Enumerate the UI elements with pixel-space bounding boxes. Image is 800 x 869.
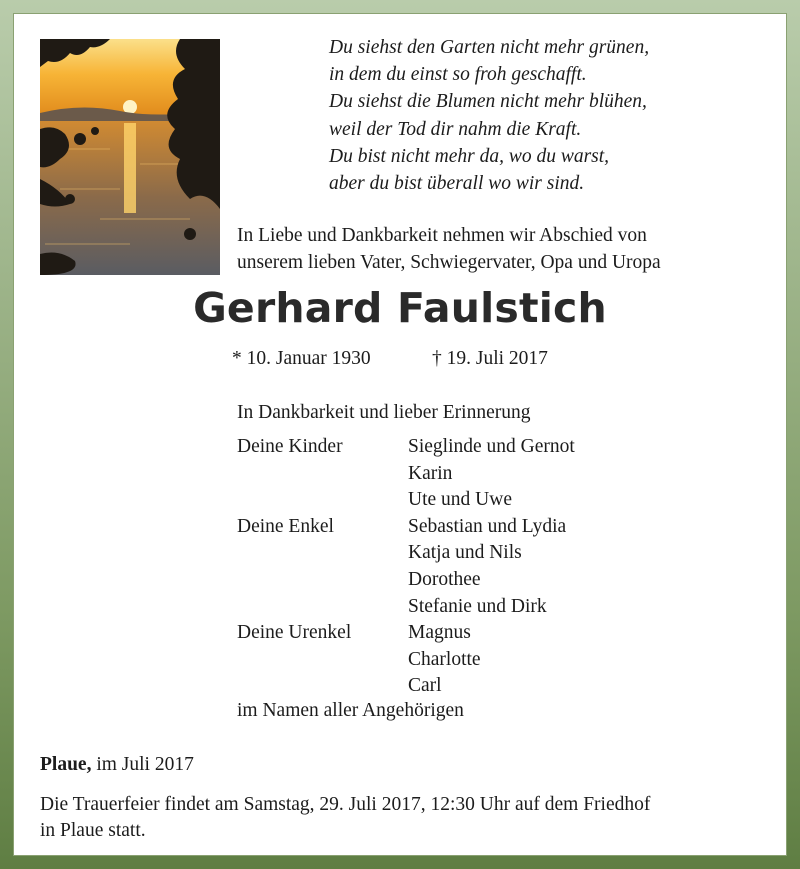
- deceased-name: Gerhard Faulstich: [193, 284, 607, 332]
- intro-line: unserem lieben Vater, Schwiegervater, Opa und Uropa: [237, 252, 661, 273]
- ceremony-line: in Plaue statt.: [40, 820, 146, 841]
- family-row: [237, 487, 757, 514]
- family-names: Dorothee: [408, 568, 481, 590]
- family-row: [237, 647, 757, 674]
- family-row: [237, 514, 757, 541]
- family-names: Magnus: [408, 622, 471, 644]
- farewell-intro: [237, 222, 777, 276]
- closing-line: In Dankbarkeit und lieber Erinnerung: [237, 402, 531, 423]
- poem-line: weil der Tod dir nahm die Kraft.: [329, 118, 582, 140]
- poem-line: Du siehst die Blumen nicht mehr blühen,: [329, 91, 647, 113]
- intro-line: In Liebe und Dankbarkeit nehmen wir Abschied von: [237, 225, 647, 246]
- family-names: Katja und Nils: [408, 542, 522, 564]
- behalf-line: im Namen aller Angehörigen: [237, 700, 464, 721]
- family-relation: Deine Kinder: [237, 436, 343, 457]
- ceremony-notice: [40, 792, 770, 844]
- place-date: [40, 754, 194, 776]
- family-names: Stefanie und Dirk: [408, 595, 547, 617]
- family-row: [237, 673, 757, 700]
- ceremony-line: Die Trauerfeier findet am Samstag, 29. Juli 2017, 12:30 Uhr auf dem Friedhof: [40, 794, 651, 815]
- obituary-card: [14, 14, 786, 855]
- family-row: [237, 620, 757, 647]
- family-names: Carl: [408, 675, 442, 697]
- birth-date: * 10. Januar 1930: [232, 348, 371, 369]
- poem-line: aber du bist überall wo wir sind.: [329, 173, 585, 195]
- family-row: [237, 434, 757, 461]
- family-names: Ute und Uwe: [408, 489, 512, 511]
- place-city: Plaue,: [40, 754, 92, 775]
- family-names: Sieglinde und Gernot: [408, 436, 575, 457]
- sunset-lake-photo: [40, 39, 220, 275]
- poem-line: in dem du einst so froh geschafft.: [329, 64, 587, 86]
- death-date: † 19. Juli 2017: [432, 348, 548, 369]
- family-names: Karin: [408, 462, 453, 484]
- poem-line: Du siehst den Garten nicht mehr grünen,: [329, 37, 650, 58]
- place-month: im Juli 2017: [96, 754, 194, 775]
- poem: [329, 34, 769, 197]
- poem-line: Du bist nicht mehr da, wo du warst,: [329, 145, 610, 167]
- life-dates: [232, 348, 548, 370]
- family-relation: Deine Enkel: [237, 515, 334, 537]
- family-names: Charlotte: [408, 648, 481, 670]
- family-list: [237, 434, 757, 700]
- family-names: Sebastian und Lydia: [408, 515, 567, 537]
- family-row: [237, 567, 757, 594]
- family-relation: Deine Urenkel: [237, 622, 352, 644]
- family-row: [237, 594, 757, 621]
- family-row: [237, 540, 757, 567]
- family-row: [237, 461, 757, 488]
